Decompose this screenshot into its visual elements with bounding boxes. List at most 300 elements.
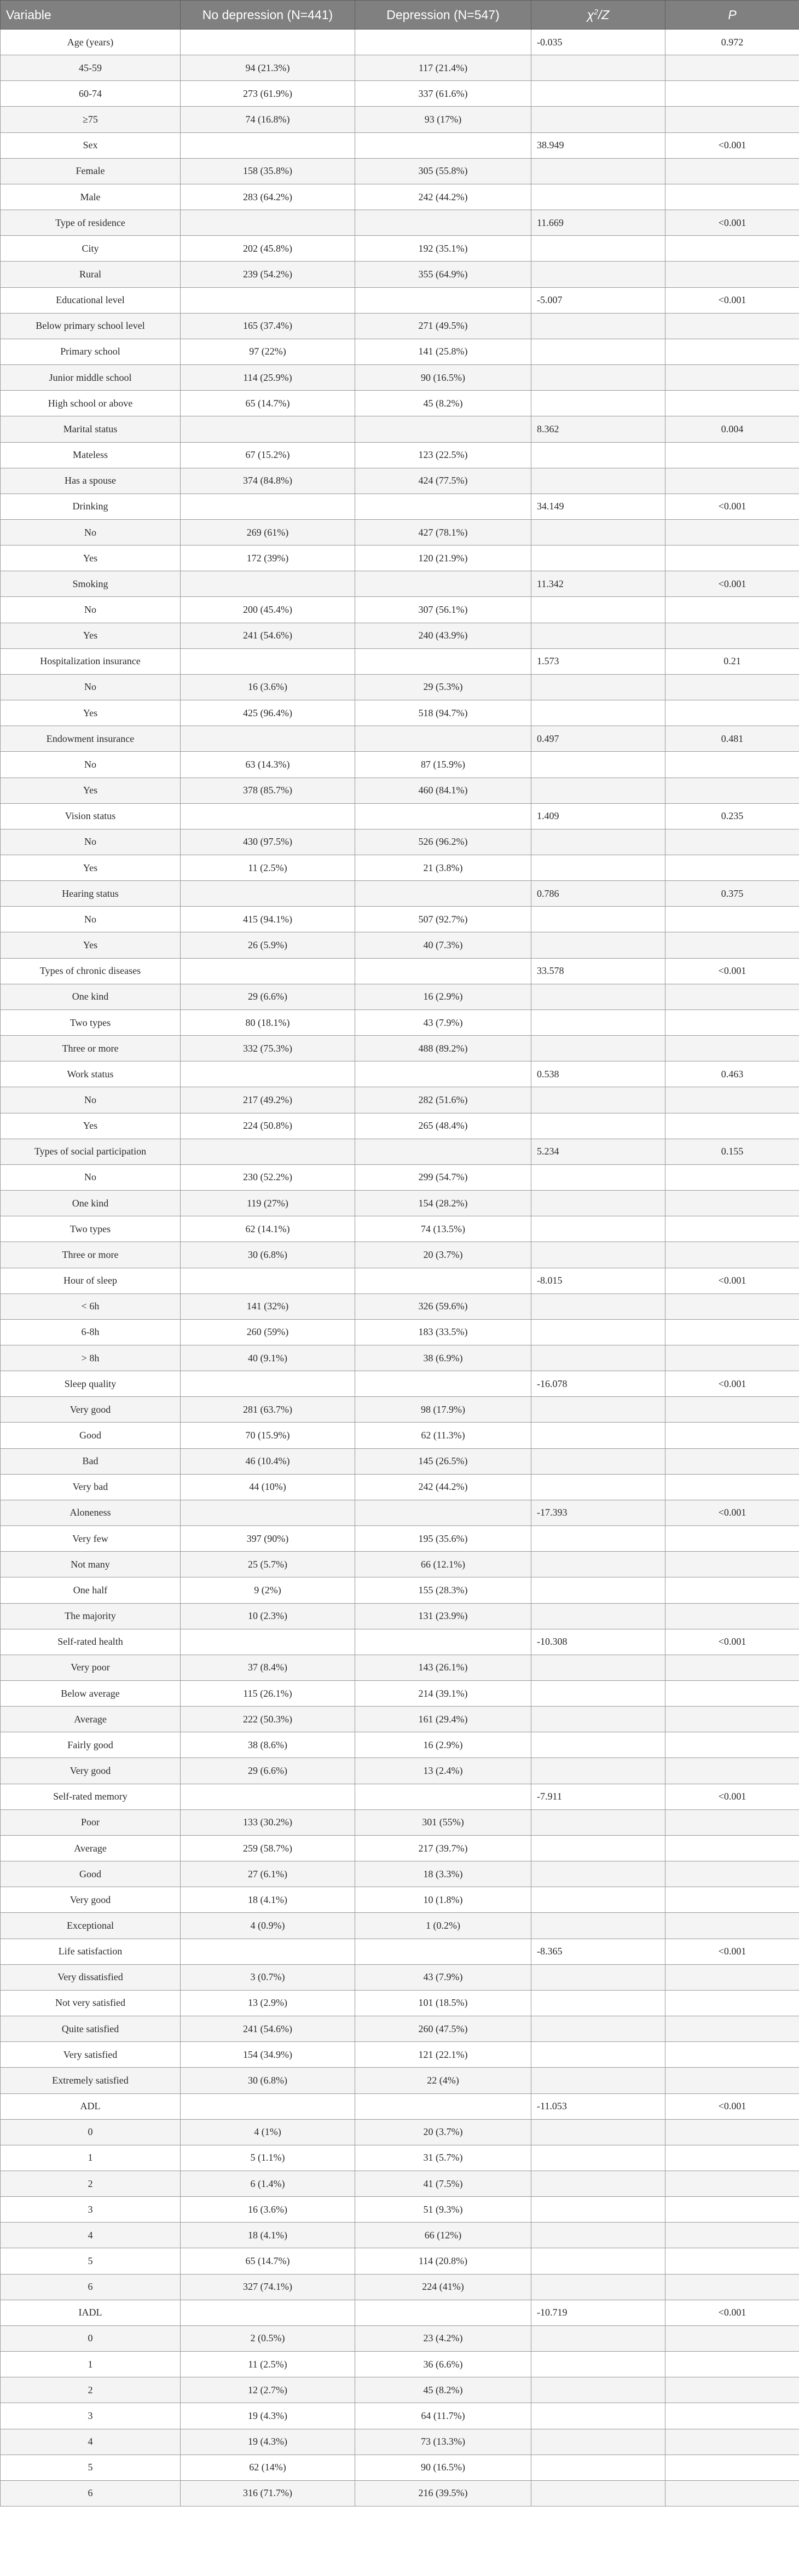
cell-p-value	[665, 1732, 799, 1758]
cell-depression: 51 (9.3%)	[355, 2197, 531, 2223]
cell-statistic	[531, 2377, 665, 2403]
cell-no-depression: 327 (74.1%)	[181, 2274, 355, 2300]
cell-statistic	[531, 107, 665, 132]
cell-depression: 214 (39.1%)	[355, 1681, 531, 1707]
cell-variable: Has a spouse	[1, 468, 181, 494]
cell-statistic	[531, 2145, 665, 2171]
cell-no-depression: 46 (10.4%)	[181, 1448, 355, 1474]
cell-variable: 0	[1, 2119, 181, 2145]
cell-no-depression: 10 (2.3%)	[181, 1603, 355, 1629]
table-row	[1, 365, 799, 391]
cell-depression: 488 (89.2%)	[355, 1036, 531, 1061]
cell-p-value	[665, 2068, 799, 2093]
cell-variable: Two types	[1, 1216, 181, 1242]
cell-variable: No	[1, 1164, 181, 1190]
cell-depression: 73 (13.3%)	[355, 2429, 531, 2455]
table-row	[1, 262, 799, 287]
cell-depression: 90 (16.5%)	[355, 365, 531, 391]
cell-depression: 121 (22.1%)	[355, 2042, 531, 2068]
cell-statistic: -8.365	[531, 1939, 665, 1964]
cell-variable: Age (years)	[1, 30, 181, 55]
cell-no-depression	[181, 648, 355, 674]
table-row	[1, 2352, 799, 2377]
cell-variable: Not very satisfied	[1, 1990, 181, 2016]
cell-no-depression: 269 (61%)	[181, 519, 355, 545]
cell-no-depression: 397 (90%)	[181, 1526, 355, 1552]
cell-depression: 143 (26.1%)	[355, 1655, 531, 1680]
table-row	[1, 391, 799, 416]
cell-no-depression: 62 (14%)	[181, 2455, 355, 2480]
header-chi-superscript: 2	[594, 7, 598, 16]
cell-variable: Self-rated memory	[1, 1784, 181, 1809]
cell-variable: Types of social participation	[1, 1139, 181, 1164]
cell-p-value	[665, 1009, 799, 1035]
cell-variable: < 6h	[1, 1293, 181, 1319]
cell-variable: Very few	[1, 1526, 181, 1552]
cell-p-value: <0.001	[665, 2093, 799, 2119]
cell-depression: 337 (61.6%)	[355, 81, 531, 107]
table-row	[1, 1526, 799, 1552]
cell-statistic	[531, 519, 665, 545]
table-row	[1, 2377, 799, 2403]
cell-variable: One kind	[1, 984, 181, 1009]
header-chi-symbol: χ	[587, 7, 594, 22]
cell-variable: Hearing status	[1, 881, 181, 907]
cell-p-value	[665, 365, 799, 391]
cell-statistic: 1.573	[531, 648, 665, 674]
cell-no-depression: 13 (2.9%)	[181, 1990, 355, 2016]
cell-variable: Drinking	[1, 494, 181, 519]
cell-variable: Yes	[1, 546, 181, 571]
cell-no-depression: 378 (85.7%)	[181, 778, 355, 803]
cell-variable: Quite satisfied	[1, 2016, 181, 2042]
cell-depression	[355, 30, 531, 55]
cell-statistic	[531, 778, 665, 803]
table-row	[1, 158, 799, 184]
cell-variable: Work status	[1, 1061, 181, 1087]
cell-no-depression: 16 (3.6%)	[181, 674, 355, 700]
cell-statistic: 5.234	[531, 1139, 665, 1164]
cell-statistic	[531, 1423, 665, 1448]
cell-statistic	[531, 1087, 665, 1113]
table-row	[1, 1345, 799, 1371]
cell-depression: 424 (77.5%)	[355, 468, 531, 494]
cell-statistic	[531, 262, 665, 287]
cell-no-depression	[181, 494, 355, 519]
cell-variable: 4	[1, 2429, 181, 2455]
cell-statistic	[531, 1758, 665, 1784]
cell-statistic	[531, 1552, 665, 1577]
cell-no-depression: 239 (54.2%)	[181, 262, 355, 287]
cell-p-value: <0.001	[665, 287, 799, 313]
table-row	[1, 2223, 799, 2248]
cell-statistic	[531, 468, 665, 494]
table-row	[1, 700, 799, 726]
table-row	[1, 210, 799, 236]
cell-no-depression	[181, 1268, 355, 1293]
cell-variable: 2	[1, 2377, 181, 2403]
cell-p-value	[665, 984, 799, 1009]
cell-p-value	[665, 468, 799, 494]
cell-statistic	[531, 2016, 665, 2042]
cell-depression: 299 (54.7%)	[355, 1164, 531, 1190]
cell-no-depression: 241 (54.6%)	[181, 623, 355, 648]
cell-variable: Mateless	[1, 442, 181, 468]
cell-depression: 427 (78.1%)	[355, 519, 531, 545]
cell-depression: 145 (26.5%)	[355, 1448, 531, 1474]
cell-no-depression: 11 (2.5%)	[181, 855, 355, 881]
cell-p-value	[665, 2248, 799, 2274]
table-row	[1, 1319, 799, 1345]
cell-variable: 0	[1, 2325, 181, 2351]
cell-no-depression	[181, 416, 355, 442]
cell-p-value	[665, 2455, 799, 2480]
table-row	[1, 1758, 799, 1784]
table-row	[1, 1474, 799, 1500]
cell-no-depression: 29 (6.6%)	[181, 984, 355, 1009]
cell-no-depression: 5 (1.1%)	[181, 2145, 355, 2171]
cell-p-value	[665, 519, 799, 545]
table-row	[1, 1009, 799, 1035]
cell-variable: 4	[1, 2223, 181, 2248]
table-row	[1, 2300, 799, 2325]
cell-p-value	[665, 55, 799, 81]
cell-variable: Very good	[1, 1887, 181, 1913]
cell-variable: No	[1, 829, 181, 855]
cell-statistic	[531, 546, 665, 571]
cell-p-value	[665, 546, 799, 571]
cell-depression	[355, 416, 531, 442]
cell-statistic	[531, 1681, 665, 1707]
cell-statistic	[531, 907, 665, 932]
cell-p-value	[665, 932, 799, 958]
cell-statistic: 33.578	[531, 958, 665, 984]
cell-statistic	[531, 391, 665, 416]
table-row	[1, 1577, 799, 1603]
cell-statistic	[531, 1191, 665, 1216]
cell-variable: Extremely satisfied	[1, 2068, 181, 2093]
cell-depression: 114 (20.8%)	[355, 2248, 531, 2274]
cell-statistic	[531, 365, 665, 391]
cell-depression	[355, 494, 531, 519]
cell-statistic	[531, 2480, 665, 2506]
cell-depression: 90 (16.5%)	[355, 2455, 531, 2480]
cell-variable: ADL	[1, 2093, 181, 2119]
cell-depression: 20 (3.7%)	[355, 2119, 531, 2145]
table-row	[1, 674, 799, 700]
cell-depression: 282 (51.6%)	[355, 1087, 531, 1113]
cell-depression: 161 (29.4%)	[355, 1707, 531, 1732]
cell-variable: ≥75	[1, 107, 181, 132]
cell-variable: No	[1, 752, 181, 778]
cell-no-depression: 115 (26.1%)	[181, 1681, 355, 1707]
cell-no-depression: 141 (32%)	[181, 1293, 355, 1319]
cell-depression: 355 (64.9%)	[355, 262, 531, 287]
table-row	[1, 2145, 799, 2171]
cell-no-depression: 67 (15.2%)	[181, 442, 355, 468]
cell-p-value	[665, 1191, 799, 1216]
cell-p-value	[665, 339, 799, 364]
table-row	[1, 932, 799, 958]
cell-variable: 6	[1, 2274, 181, 2300]
cell-no-depression	[181, 287, 355, 313]
cell-variable: Yes	[1, 932, 181, 958]
cell-p-value	[665, 1036, 799, 1061]
cell-no-depression: 260 (59%)	[181, 1319, 355, 1345]
cell-no-depression: 230 (52.2%)	[181, 1164, 355, 1190]
cell-no-depression	[181, 803, 355, 829]
cell-variable: Self-rated health	[1, 1629, 181, 1655]
table-row	[1, 2016, 799, 2042]
cell-no-depression: 19 (4.3%)	[181, 2429, 355, 2455]
cell-p-value: <0.001	[665, 1371, 799, 1397]
cell-statistic	[531, 55, 665, 81]
cell-no-depression	[181, 30, 355, 55]
cell-p-value: 0.21	[665, 648, 799, 674]
cell-p-value	[665, 2171, 799, 2196]
cell-p-value	[665, 2274, 799, 2300]
table-row	[1, 468, 799, 494]
cell-depression: 271 (49.5%)	[355, 313, 531, 339]
cell-statistic: -17.393	[531, 1500, 665, 1525]
cell-statistic	[531, 1036, 665, 1061]
cell-statistic: -0.035	[531, 30, 665, 55]
cell-depression: 518 (94.7%)	[355, 700, 531, 726]
table-row	[1, 184, 799, 210]
table-row	[1, 30, 799, 55]
cell-variable: 45-59	[1, 55, 181, 81]
cell-statistic	[531, 2248, 665, 2274]
cell-p-value: 0.481	[665, 726, 799, 752]
cell-variable: Below average	[1, 1681, 181, 1707]
table-row	[1, 2480, 799, 2506]
cell-p-value	[665, 1809, 799, 1835]
cell-variable: Male	[1, 184, 181, 210]
cell-variable: 60-74	[1, 81, 181, 107]
cell-p-value: <0.001	[665, 210, 799, 236]
cell-no-depression: 259 (58.7%)	[181, 1835, 355, 1861]
cell-variable: IADL	[1, 2300, 181, 2325]
cell-p-value: <0.001	[665, 2300, 799, 2325]
table-row	[1, 107, 799, 132]
cell-p-value	[665, 2223, 799, 2248]
cell-depression: 1 (0.2%)	[355, 1913, 531, 1939]
cell-depression: 87 (15.9%)	[355, 752, 531, 778]
cell-no-depression: 3 (0.7%)	[181, 1964, 355, 1990]
cell-p-value	[665, 158, 799, 184]
cell-variable: Yes	[1, 1113, 181, 1139]
header-variable: Variable	[1, 1, 181, 30]
cell-no-depression: 241 (54.6%)	[181, 2016, 355, 2042]
cell-variable: No	[1, 907, 181, 932]
cell-p-value	[665, 1526, 799, 1552]
cell-p-value: <0.001	[665, 1268, 799, 1293]
cell-depression: 240 (43.9%)	[355, 623, 531, 648]
table-row	[1, 1113, 799, 1139]
cell-p-value	[665, 700, 799, 726]
cell-no-depression: 6 (1.4%)	[181, 2171, 355, 2196]
cell-no-depression: 62 (14.1%)	[181, 1216, 355, 1242]
cell-p-value: <0.001	[665, 1784, 799, 1809]
cell-statistic	[531, 2171, 665, 2196]
table-row	[1, 1629, 799, 1655]
cell-p-value	[665, 107, 799, 132]
cell-p-value	[665, 623, 799, 648]
cell-no-depression: 30 (6.8%)	[181, 1242, 355, 1268]
cell-p-value	[665, 2042, 799, 2068]
cell-no-depression: 26 (5.9%)	[181, 932, 355, 958]
table-row	[1, 1990, 799, 2016]
cell-no-depression: 224 (50.8%)	[181, 1113, 355, 1139]
table-row	[1, 1268, 799, 1293]
cell-p-value: <0.001	[665, 1939, 799, 1964]
cell-depression: 305 (55.8%)	[355, 158, 531, 184]
cell-statistic	[531, 1603, 665, 1629]
cell-no-depression: 38 (8.6%)	[181, 1732, 355, 1758]
cell-variable: Very bad	[1, 1474, 181, 1500]
cell-p-value	[665, 81, 799, 107]
header-chi-suffix: /Z	[598, 7, 610, 22]
cell-depression: 31 (5.7%)	[355, 2145, 531, 2171]
table-row	[1, 2042, 799, 2068]
cell-depression: 66 (12%)	[355, 2223, 531, 2248]
cell-statistic	[531, 1964, 665, 1990]
cell-no-depression: 4 (0.9%)	[181, 1913, 355, 1939]
table-row	[1, 984, 799, 1009]
cell-depression: 66 (12.1%)	[355, 1552, 531, 1577]
cell-variable: The majority	[1, 1603, 181, 1629]
cell-p-value: <0.001	[665, 1629, 799, 1655]
cell-depression	[355, 1629, 531, 1655]
cell-p-value	[665, 2016, 799, 2042]
cell-statistic	[531, 623, 665, 648]
cell-variable: No	[1, 674, 181, 700]
header-chi-square-z	[531, 1, 665, 30]
cell-statistic	[531, 2042, 665, 2068]
cell-statistic	[531, 1913, 665, 1939]
cell-depression	[355, 881, 531, 907]
cell-no-depression: 415 (94.1%)	[181, 907, 355, 932]
cell-depression: 307 (56.1%)	[355, 597, 531, 623]
cell-statistic	[531, 2197, 665, 2223]
cell-no-depression: 29 (6.6%)	[181, 1758, 355, 1784]
cell-statistic	[531, 158, 665, 184]
cell-no-depression: 425 (96.4%)	[181, 700, 355, 726]
cell-depression: 131 (23.9%)	[355, 1603, 531, 1629]
cell-no-depression: 281 (63.7%)	[181, 1397, 355, 1423]
cell-statistic	[531, 1319, 665, 1345]
cell-depression: 123 (22.5%)	[355, 442, 531, 468]
cell-depression: 224 (41%)	[355, 2274, 531, 2300]
cell-no-depression: 19 (4.3%)	[181, 2403, 355, 2429]
cell-no-depression: 63 (14.3%)	[181, 752, 355, 778]
table-row	[1, 236, 799, 262]
cell-variable: Sleep quality	[1, 1371, 181, 1397]
table-row	[1, 2274, 799, 2300]
cell-variable: One kind	[1, 1191, 181, 1216]
cell-statistic	[531, 1835, 665, 1861]
cell-p-value	[665, 236, 799, 262]
table-body	[1, 30, 799, 2507]
cell-depression: 38 (6.9%)	[355, 1345, 531, 1371]
cell-no-depression: 202 (45.8%)	[181, 236, 355, 262]
cell-p-value	[665, 2480, 799, 2506]
table-row	[1, 829, 799, 855]
cell-depression	[355, 1061, 531, 1087]
cell-no-depression: 217 (49.2%)	[181, 1087, 355, 1113]
cell-variable: Three or more	[1, 1036, 181, 1061]
cell-no-depression	[181, 1061, 355, 1087]
cell-p-value	[665, 1707, 799, 1732]
cell-variable: Sex	[1, 132, 181, 158]
cell-p-value: <0.001	[665, 958, 799, 984]
cell-depression: 183 (33.5%)	[355, 1319, 531, 1345]
cell-statistic: -5.007	[531, 287, 665, 313]
cell-statistic: 1.409	[531, 803, 665, 829]
cell-p-value	[665, 1474, 799, 1500]
cell-statistic: -10.719	[531, 2300, 665, 2325]
table-row	[1, 907, 799, 932]
cell-variable: Very poor	[1, 1655, 181, 1680]
cell-statistic	[531, 1887, 665, 1913]
cell-statistic	[531, 1990, 665, 2016]
table-row	[1, 1964, 799, 1990]
table-row	[1, 1061, 799, 1087]
cell-depression	[355, 648, 531, 674]
cell-variable: No	[1, 1087, 181, 1113]
table-row	[1, 2403, 799, 2429]
cell-depression: 20 (3.7%)	[355, 1242, 531, 1268]
cell-statistic	[531, 2455, 665, 2480]
cell-p-value: <0.001	[665, 132, 799, 158]
table-row	[1, 1242, 799, 1268]
cell-p-value	[665, 2197, 799, 2223]
table-row	[1, 571, 799, 597]
cell-no-depression: 154 (34.9%)	[181, 2042, 355, 2068]
cell-statistic	[531, 1526, 665, 1552]
cell-p-value	[665, 1087, 799, 1113]
cell-no-depression: 65 (14.7%)	[181, 2248, 355, 2274]
cell-p-value	[665, 2352, 799, 2377]
cell-statistic	[531, 442, 665, 468]
cell-depression: 93 (17%)	[355, 107, 531, 132]
table-row	[1, 726, 799, 752]
cell-variable: Two types	[1, 1009, 181, 1035]
cell-depression: 23 (4.2%)	[355, 2325, 531, 2351]
cell-depression: 326 (59.6%)	[355, 1293, 531, 1319]
cell-p-value: <0.001	[665, 1500, 799, 1525]
cell-variable: 5	[1, 2455, 181, 2480]
cell-statistic	[531, 2325, 665, 2351]
cell-p-value: 0.375	[665, 881, 799, 907]
cell-p-value: 0.004	[665, 416, 799, 442]
cell-variable: 6-8h	[1, 1319, 181, 1345]
cell-depression: 16 (2.9%)	[355, 984, 531, 1009]
cell-p-value	[665, 1319, 799, 1345]
cell-depression: 120 (21.9%)	[355, 546, 531, 571]
cell-no-depression: 37 (8.4%)	[181, 1655, 355, 1680]
table-row	[1, 958, 799, 984]
header-row	[1, 1, 799, 30]
cell-variable: Three or more	[1, 1242, 181, 1268]
cell-statistic	[531, 829, 665, 855]
table-row	[1, 287, 799, 313]
cell-depression: 216 (39.5%)	[355, 2480, 531, 2506]
cell-no-depression: 200 (45.4%)	[181, 597, 355, 623]
cell-variable: Smoking	[1, 571, 181, 597]
cell-no-depression	[181, 726, 355, 752]
table-row	[1, 1448, 799, 1474]
